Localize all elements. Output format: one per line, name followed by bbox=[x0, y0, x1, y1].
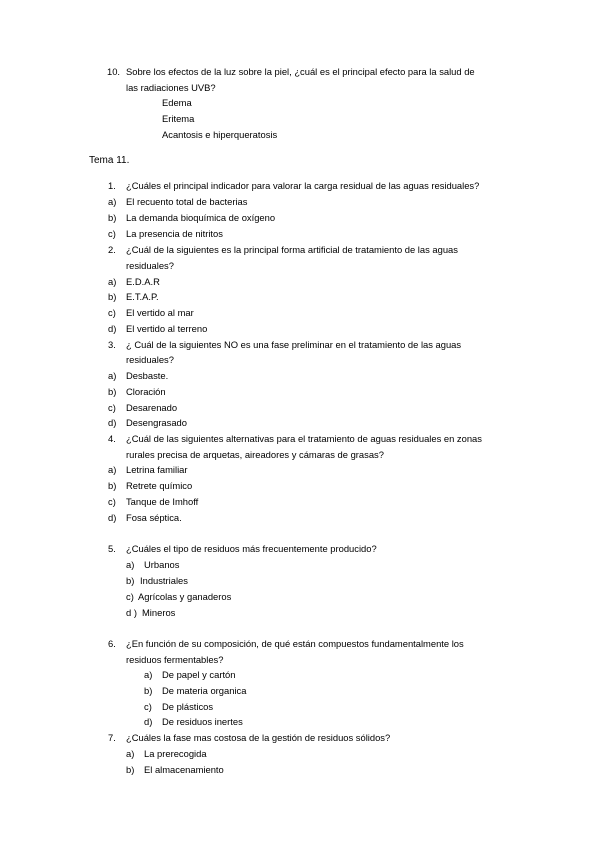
option-letter: c) bbox=[108, 402, 116, 413]
question-6-text-line2: residuos fermentables? bbox=[126, 654, 224, 665]
question-1-text: ¿Cuáles el principal indicador para valorar la carga residual de las aguas residuales? bbox=[126, 180, 480, 191]
option-letter: b) bbox=[126, 575, 135, 586]
option-text: Tanque de Imhoff bbox=[126, 496, 199, 507]
option-text: E.T.A.P. bbox=[126, 291, 159, 302]
question-4-text-line2: rurales precisa de arquetas, aireadores y cámaras de grasas? bbox=[126, 449, 384, 460]
option-text: E.D.A.R bbox=[126, 276, 160, 287]
option-letter: b) bbox=[108, 386, 117, 397]
question-10-option-1: Edema bbox=[162, 97, 192, 108]
option-text: Urbanos bbox=[144, 559, 180, 570]
option-letter: d ) bbox=[126, 607, 137, 618]
option-letter: d) bbox=[108, 417, 117, 428]
option-letter: b) bbox=[126, 764, 135, 775]
option-text: Industriales bbox=[140, 575, 188, 586]
option-text: De residuos inertes bbox=[162, 716, 243, 727]
question-4-text-line1: ¿Cuál de las siguientes alternativas para el tratamiento de aguas residuales en zonas bbox=[126, 433, 482, 444]
option-letter: a) bbox=[108, 276, 117, 287]
option-letter: d) bbox=[108, 512, 117, 523]
question-3-text-line2: residuales? bbox=[126, 354, 174, 365]
option-letter: a) bbox=[126, 559, 135, 570]
question-10-text-line1: Sobre los efectos de la luz sobre la piel, ¿cuál es el principal efecto para la salud de bbox=[126, 66, 475, 77]
question-5-number: 5. bbox=[108, 543, 116, 554]
question-4-number: 4. bbox=[108, 433, 116, 444]
option-text: La demanda bioquímica de oxígeno bbox=[126, 212, 276, 223]
question-2-number: 2. bbox=[108, 244, 116, 255]
option-letter: d) bbox=[108, 323, 117, 334]
question-6-text-line1: ¿En función de su composición, de qué están compuestos fundamentalmente los bbox=[126, 638, 464, 649]
option-letter: c) bbox=[144, 701, 152, 712]
option-text: Mineros bbox=[142, 607, 176, 618]
option-letter: a) bbox=[144, 669, 153, 680]
option-letter: a) bbox=[108, 370, 117, 381]
option-text: El recuento total de bacterias bbox=[126, 196, 248, 207]
question-5-text: ¿Cuáles el tipo de residuos más frecuentemente producido? bbox=[126, 543, 377, 554]
option-letter: b) bbox=[144, 685, 153, 696]
option-text: La presencia de nitritos bbox=[126, 228, 223, 239]
option-text: El vertido al mar bbox=[126, 307, 194, 318]
option-letter: b) bbox=[108, 212, 117, 223]
option-text: Agrícolas y ganaderos bbox=[138, 591, 232, 602]
question-2-text-line2: residuales? bbox=[126, 260, 174, 271]
option-text: De materia organica bbox=[162, 685, 247, 696]
option-text: De papel y cartón bbox=[162, 669, 236, 680]
option-letter: b) bbox=[108, 480, 117, 491]
option-letter: a) bbox=[108, 464, 117, 475]
option-text: De plásticos bbox=[162, 701, 214, 712]
option-letter: c) bbox=[108, 307, 116, 318]
option-text: Fosa séptica. bbox=[126, 512, 182, 523]
option-text: El almacenamiento bbox=[144, 764, 224, 775]
option-letter: d) bbox=[144, 716, 153, 727]
option-letter: c) bbox=[126, 591, 134, 602]
option-text: Desengrasado bbox=[126, 417, 187, 428]
question-10-option-3: Acantosis e hiperqueratosis bbox=[162, 129, 278, 140]
option-text: Retrete químico bbox=[126, 480, 193, 491]
question-2-text-line1: ¿Cuál de la siguientes es la principal forma artificial de tratamiento de las aguas bbox=[126, 244, 458, 255]
option-text: La prerecogida bbox=[144, 748, 207, 759]
option-text: Cloración bbox=[126, 386, 166, 397]
section-title: Tema 11. bbox=[89, 155, 130, 166]
option-letter: c) bbox=[108, 228, 116, 239]
question-3-number: 3. bbox=[108, 339, 116, 350]
option-letter: b) bbox=[108, 291, 117, 302]
option-text: El vertido al terreno bbox=[126, 323, 208, 334]
question-7-text: ¿Cuáles la fase mas costosa de la gestión de residuos sólidos? bbox=[126, 732, 391, 743]
question-6-number: 6. bbox=[108, 638, 116, 649]
option-text: Desarenado bbox=[126, 402, 178, 413]
option-text: Desbaste. bbox=[126, 370, 169, 381]
option-letter: c) bbox=[108, 496, 116, 507]
question-10-text-line2: las radiaciones UVB? bbox=[126, 82, 216, 93]
question-10-option-2: Eritema bbox=[162, 113, 195, 124]
option-letter: a) bbox=[108, 196, 117, 207]
question-7-number: 7. bbox=[108, 732, 116, 743]
question-10-number: 10. bbox=[107, 66, 121, 77]
option-text: Letrina familiar bbox=[126, 464, 188, 475]
question-1-number: 1. bbox=[108, 180, 116, 191]
option-letter: a) bbox=[126, 748, 135, 759]
question-3-text-line1: ¿ Cuál de la siguientes NO es una fase preliminar en el tratamiento de las aguas bbox=[126, 339, 462, 350]
